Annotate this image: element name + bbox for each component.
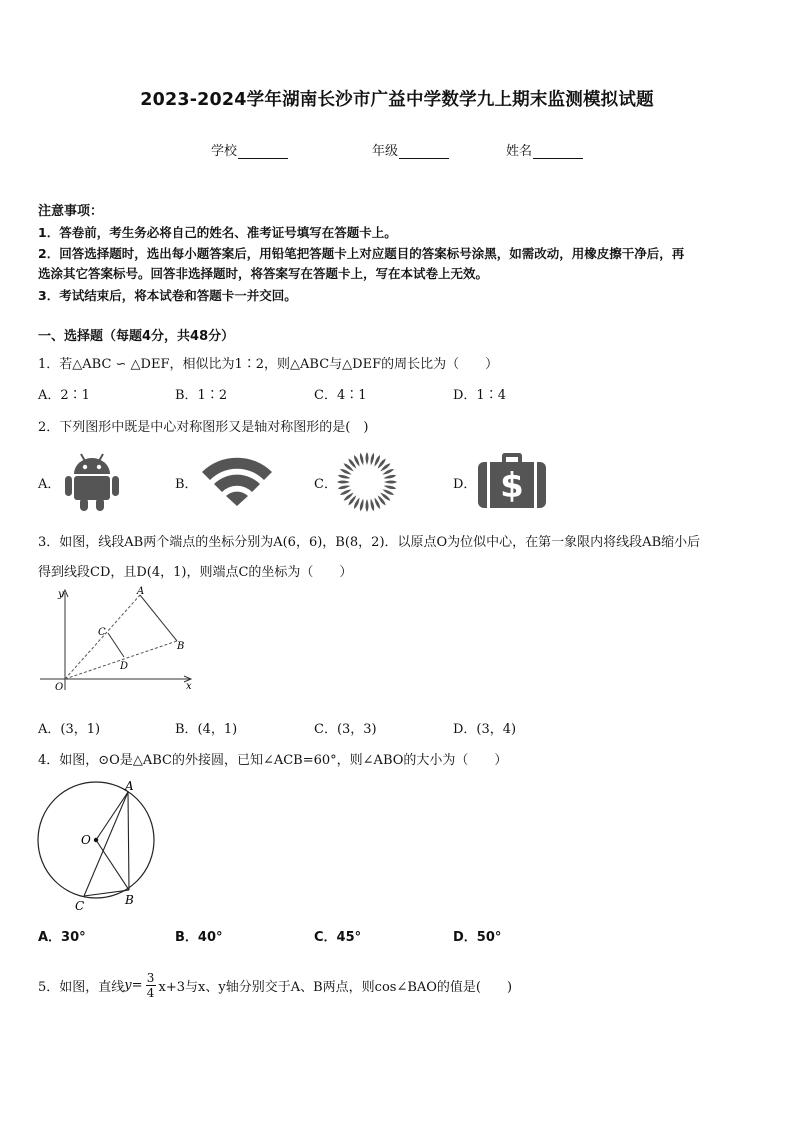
sunburst-petal xyxy=(369,498,375,511)
school-blank xyxy=(238,146,288,159)
segment-ob xyxy=(96,840,129,890)
question-3-line-1: 3．如图，线段AB两个端点的坐标分别为A(6，6)，B(8，2)．以原点O为位似中心，在第一象限内将线段AB缩小后 xyxy=(38,535,701,550)
q5-denominator: 4 xyxy=(146,985,155,1000)
sunburst-petal xyxy=(359,452,365,465)
name-field xyxy=(506,140,583,159)
segment-cd xyxy=(108,633,124,657)
q5-prefix: 5．如图，直线 xyxy=(38,979,125,995)
center-point xyxy=(94,838,98,842)
y-axis-label: y xyxy=(58,589,64,600)
point-c-label: C xyxy=(75,899,85,913)
sunburst-petal xyxy=(384,481,397,484)
name-blank xyxy=(533,146,583,159)
wifi-icon xyxy=(200,454,274,506)
q3-coordinate-figure xyxy=(40,585,200,697)
point-c-label: C xyxy=(98,627,106,638)
q3-option-b[interactable]: B．(4，1) xyxy=(175,722,238,737)
q4-option-d[interactable]: D．50° xyxy=(453,930,502,945)
grade-blank xyxy=(399,146,449,159)
sunburst-petal xyxy=(383,474,396,480)
notice-heading: 注意事项： xyxy=(38,204,104,219)
question-3-line-2: 得到线段CD，且D(4，1)，则端点C的坐标为（ ） xyxy=(38,565,353,580)
q1-option-b[interactable]: B．1∶2 xyxy=(175,388,228,403)
q5-fraction xyxy=(146,971,156,1000)
sunburst-icon xyxy=(336,451,398,513)
segment-ab xyxy=(128,792,129,890)
notice-item-3: 3．考试结束后，将本试卷和答题卡一并交回。 xyxy=(38,288,297,303)
svg-text:$: $ xyxy=(500,466,524,506)
q1-option-c[interactable]: C．4∶1 xyxy=(314,388,367,403)
school-field xyxy=(211,140,288,159)
q5-numerator: 3 xyxy=(146,970,155,985)
q1-option-d[interactable]: D．1∶4 xyxy=(453,388,506,403)
q2-option-c[interactable]: C． xyxy=(314,477,337,492)
point-o-label: O xyxy=(81,833,91,847)
notice-item-2a: 2．回答选择题时，选出每小题答案后，用铅笔把答题卡上对应题目的答案标号涂黑，如需改动，用橡皮擦干净后，再 xyxy=(38,246,685,261)
question-5-text xyxy=(38,965,512,1005)
q4-option-b[interactable]: B．40° xyxy=(175,930,223,945)
sunburst-petal xyxy=(359,498,365,511)
question-2-text: 2．下列图形中既是中心对称图形又是轴对称图形的是( ) xyxy=(38,420,369,435)
q5-y: y xyxy=(124,977,132,993)
x-axis-label: x xyxy=(186,681,192,692)
point-b-label: B xyxy=(125,893,134,907)
question-1-text: 1．若△ABC ∽ △DEF，相似比为1∶2，则△ABC与△DEF的周长比为（ ） xyxy=(38,357,499,372)
point-d-label: D xyxy=(120,661,129,672)
sunburst-petal xyxy=(366,499,369,512)
name-label: 姓名 xyxy=(506,144,533,159)
point-a-label: A xyxy=(125,779,134,793)
segment-ab xyxy=(140,595,177,641)
notice-item-2b: 选涂其它答案标号。回答非选择题时，将答案写在答题卡上，写在本试卷上无效。 xyxy=(38,266,489,281)
question-4-text: 4．如图，⊙O是△ABC的外接圆，已知∠ACB=60°，则∠ABO的大小为（ ） xyxy=(38,753,508,768)
sunburst-petal xyxy=(337,484,350,490)
q1-option-a[interactable]: A．2∶1 xyxy=(38,388,90,403)
q5-suffix: x+3与x、y轴分别交于A、B两点，则cos∠BAO的值是( ) xyxy=(158,979,513,995)
sunburst-petal xyxy=(383,484,396,490)
q4-option-c[interactable]: C．45° xyxy=(314,930,362,945)
sunburst-petal xyxy=(337,474,350,480)
q2-option-b[interactable]: B． xyxy=(175,477,198,492)
q4-circle-figure xyxy=(34,776,164,916)
school-label: 学校 xyxy=(211,144,238,159)
point-b-label: B xyxy=(177,641,185,652)
android-robot-icon xyxy=(64,452,120,512)
origin-label: O xyxy=(55,682,64,693)
segment-oa xyxy=(96,792,128,840)
sunburst-petal xyxy=(337,481,350,484)
grade-label: 年级 xyxy=(372,144,399,159)
q3-option-d[interactable]: D．(3，4) xyxy=(453,722,517,737)
q4-option-a[interactable]: A．30° xyxy=(38,930,86,945)
segment-cb xyxy=(84,890,129,896)
sunburst-petal xyxy=(366,452,369,465)
page-title: 2023-2024学年湖南长沙市广益中学数学九上期末监测模拟试题 xyxy=(140,90,654,110)
money-bag-icon xyxy=(478,452,546,508)
notice-item-1: 1．答卷前，考生务必将自己的姓名、准考证号填写在答题卡上。 xyxy=(38,225,397,240)
q3-option-a[interactable]: A．(3，1) xyxy=(38,722,101,737)
point-a-label: A xyxy=(137,586,145,597)
grade-field xyxy=(372,140,449,159)
q3-option-c[interactable]: C．(3，3) xyxy=(314,722,377,737)
section-heading: 一、选择题（每题4分，共48分） xyxy=(38,329,235,344)
sunburst-petal xyxy=(369,452,375,465)
q2-option-a[interactable]: A． xyxy=(38,477,61,492)
q2-option-d[interactable]: D． xyxy=(453,477,477,492)
q5-equals: = xyxy=(131,977,143,993)
